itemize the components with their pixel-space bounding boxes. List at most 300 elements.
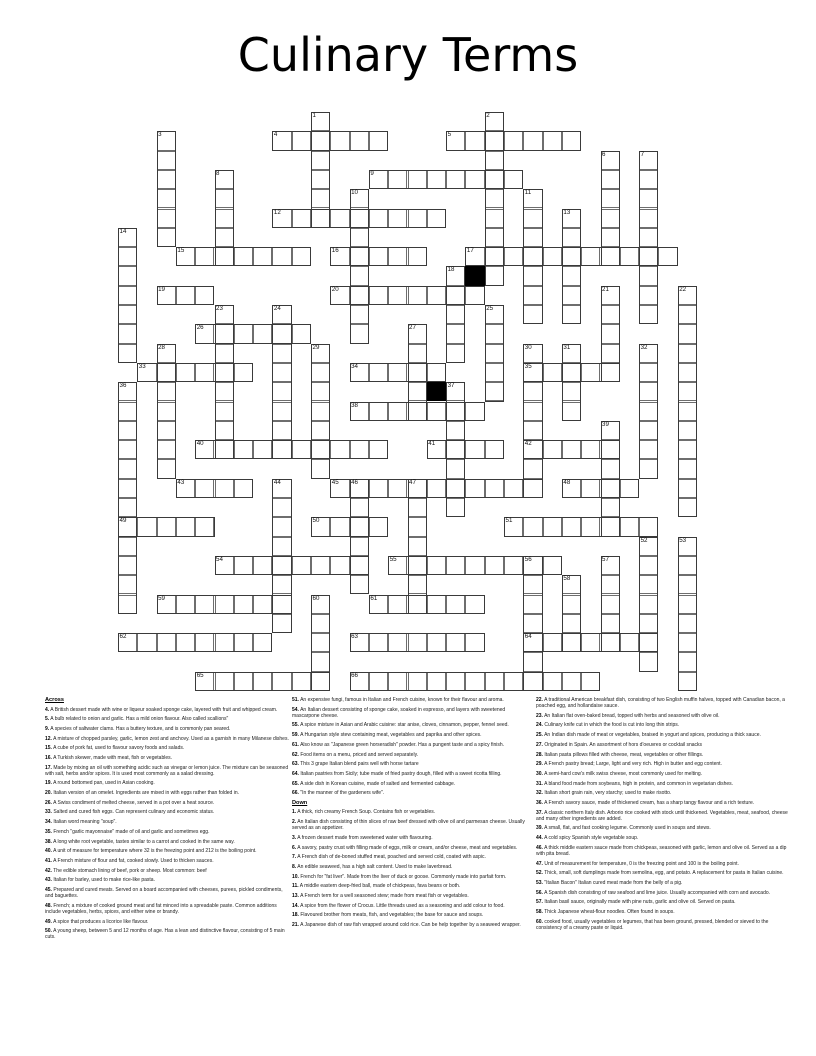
grid-cell[interactable] (562, 402, 581, 421)
grid-cell[interactable] (562, 228, 581, 247)
grid-cell[interactable] (118, 305, 137, 324)
grid-cell[interactable] (446, 421, 465, 440)
grid-cell[interactable] (118, 228, 137, 247)
grid-cell[interactable] (446, 556, 465, 575)
grid-cell[interactable] (350, 537, 369, 556)
grid-cell[interactable] (601, 247, 620, 266)
grid-cell[interactable] (330, 517, 349, 536)
grid-cell[interactable] (639, 209, 658, 228)
grid-cell[interactable] (620, 247, 639, 266)
grid-cell[interactable] (369, 209, 388, 228)
grid-cell[interactable] (195, 633, 214, 652)
grid-cell[interactable] (427, 595, 446, 614)
grid-cell[interactable] (369, 517, 388, 536)
grid-cell[interactable] (408, 479, 427, 498)
grid-cell[interactable] (601, 189, 620, 208)
grid-cell[interactable] (581, 479, 600, 498)
grid-cell[interactable] (408, 324, 427, 343)
grid-cell[interactable] (137, 363, 156, 382)
grid-cell[interactable] (639, 459, 658, 478)
grid-cell[interactable] (639, 402, 658, 421)
grid-cell[interactable] (215, 382, 234, 401)
grid-cell[interactable] (601, 286, 620, 305)
grid-cell[interactable] (639, 537, 658, 556)
grid-cell[interactable] (581, 517, 600, 536)
grid-cell[interactable] (601, 517, 620, 536)
grid-cell[interactable] (678, 344, 697, 363)
grid-cell[interactable] (446, 595, 465, 614)
grid-cell[interactable] (408, 556, 427, 575)
grid-cell[interactable] (118, 421, 137, 440)
grid-cell[interactable] (157, 151, 176, 170)
grid-cell[interactable] (465, 672, 484, 691)
grid-cell[interactable] (523, 595, 542, 614)
grid-cell[interactable] (311, 595, 330, 614)
grid-cell[interactable] (311, 517, 330, 536)
grid-cell[interactable] (601, 151, 620, 170)
grid-cell[interactable] (504, 672, 523, 691)
grid-cell[interactable] (215, 672, 234, 691)
grid-cell[interactable] (446, 459, 465, 478)
grid-cell[interactable] (562, 440, 581, 459)
grid-cell[interactable] (543, 633, 562, 652)
grid-cell[interactable] (215, 633, 234, 652)
grid-cell[interactable] (485, 672, 504, 691)
grid-cell[interactable] (330, 247, 349, 266)
grid-cell[interactable] (272, 517, 291, 536)
grid-cell[interactable] (388, 595, 407, 614)
grid-cell[interactable] (118, 595, 137, 614)
grid-cell[interactable] (215, 170, 234, 189)
grid-cell[interactable] (678, 286, 697, 305)
grid-cell[interactable] (137, 517, 156, 536)
grid-cell[interactable] (446, 266, 465, 285)
grid-cell[interactable] (369, 131, 388, 150)
grid-cell[interactable] (234, 633, 253, 652)
grid-cell[interactable] (215, 421, 234, 440)
grid-cell[interactable] (485, 382, 504, 401)
grid-cell[interactable] (369, 363, 388, 382)
grid-cell[interactable] (639, 556, 658, 575)
grid-cell[interactable] (253, 556, 272, 575)
grid-cell[interactable] (485, 266, 504, 285)
grid-cell[interactable] (157, 633, 176, 652)
grid-cell[interactable] (485, 305, 504, 324)
grid-cell[interactable] (157, 517, 176, 536)
grid-cell[interactable] (446, 131, 465, 150)
grid-cell[interactable] (601, 479, 620, 498)
grid-cell[interactable] (272, 209, 291, 228)
grid-cell[interactable] (562, 209, 581, 228)
grid-cell[interactable] (408, 247, 427, 266)
grid-cell[interactable] (543, 363, 562, 382)
grid-cell[interactable] (562, 247, 581, 266)
grid-cell[interactable] (523, 633, 542, 652)
grid-cell[interactable] (157, 459, 176, 478)
grid-cell[interactable] (350, 402, 369, 421)
grid-cell[interactable] (234, 479, 253, 498)
grid-cell[interactable] (118, 537, 137, 556)
grid-cell[interactable] (639, 633, 658, 652)
grid-cell[interactable] (465, 440, 484, 459)
grid-cell[interactable] (195, 479, 214, 498)
grid-cell[interactable] (292, 440, 311, 459)
grid-cell[interactable] (272, 131, 291, 150)
grid-cell[interactable] (543, 247, 562, 266)
grid-cell[interactable] (523, 266, 542, 285)
grid-cell[interactable] (408, 286, 427, 305)
grid-cell[interactable] (678, 556, 697, 575)
grid-cell[interactable] (272, 363, 291, 382)
grid-cell[interactable] (350, 286, 369, 305)
grid-cell[interactable] (523, 228, 542, 247)
grid-cell[interactable] (523, 131, 542, 150)
grid-cell[interactable] (253, 633, 272, 652)
grid-cell[interactable] (562, 575, 581, 594)
grid-cell[interactable] (678, 305, 697, 324)
grid-cell[interactable] (292, 556, 311, 575)
grid-cell[interactable] (465, 633, 484, 652)
grid-cell[interactable] (350, 363, 369, 382)
grid-cell[interactable] (485, 151, 504, 170)
grid-cell[interactable] (311, 363, 330, 382)
grid-cell[interactable] (639, 170, 658, 189)
grid-cell[interactable] (465, 479, 484, 498)
grid-cell[interactable] (330, 209, 349, 228)
grid-cell[interactable] (253, 595, 272, 614)
grid-cell[interactable] (272, 440, 291, 459)
grid-cell[interactable] (678, 498, 697, 517)
grid-cell[interactable] (215, 363, 234, 382)
grid-cell[interactable] (601, 614, 620, 633)
grid-cell[interactable] (446, 402, 465, 421)
grid-cell[interactable] (427, 633, 446, 652)
grid-cell[interactable] (485, 440, 504, 459)
grid-cell[interactable] (639, 344, 658, 363)
grid-cell[interactable] (678, 652, 697, 671)
grid-cell[interactable] (176, 633, 195, 652)
grid-cell[interactable] (118, 344, 137, 363)
grid-cell[interactable] (639, 151, 658, 170)
grid-cell[interactable] (234, 556, 253, 575)
grid-cell[interactable] (350, 440, 369, 459)
grid-cell[interactable] (234, 324, 253, 343)
grid-cell[interactable] (543, 440, 562, 459)
grid-cell[interactable] (446, 344, 465, 363)
grid-cell[interactable] (292, 324, 311, 343)
grid-cell[interactable] (678, 459, 697, 478)
grid-cell[interactable] (388, 633, 407, 652)
grid-cell[interactable] (427, 479, 446, 498)
grid-cell[interactable] (215, 344, 234, 363)
grid-cell[interactable] (195, 363, 214, 382)
grid-cell[interactable] (292, 672, 311, 691)
grid-cell[interactable] (195, 517, 214, 536)
grid-cell[interactable] (157, 189, 176, 208)
grid-cell[interactable] (523, 305, 542, 324)
grid-cell[interactable] (562, 382, 581, 401)
grid-cell[interactable] (157, 440, 176, 459)
grid-cell[interactable] (543, 672, 562, 691)
grid-cell[interactable] (601, 305, 620, 324)
grid-cell[interactable] (465, 556, 484, 575)
grid-cell[interactable] (523, 402, 542, 421)
grid-cell[interactable] (311, 209, 330, 228)
grid-cell[interactable] (581, 633, 600, 652)
grid-cell[interactable] (350, 305, 369, 324)
grid-cell[interactable] (562, 479, 581, 498)
grid-cell[interactable] (601, 498, 620, 517)
grid-cell[interactable] (311, 633, 330, 652)
grid-cell[interactable] (601, 459, 620, 478)
grid-cell[interactable] (601, 556, 620, 575)
grid-cell[interactable] (118, 382, 137, 401)
grid-cell[interactable] (157, 595, 176, 614)
grid-cell[interactable] (504, 170, 523, 189)
grid-cell[interactable] (369, 170, 388, 189)
grid-cell[interactable] (678, 672, 697, 691)
grid-cell[interactable] (272, 672, 291, 691)
grid-cell[interactable] (118, 247, 137, 266)
grid-cell[interactable] (620, 633, 639, 652)
grid-cell[interactable] (678, 324, 697, 343)
grid-cell[interactable] (639, 228, 658, 247)
grid-cell[interactable] (157, 402, 176, 421)
grid-cell[interactable] (543, 517, 562, 536)
grid-cell[interactable] (408, 575, 427, 594)
grid-cell[interactable] (485, 112, 504, 131)
grid-cell[interactable] (562, 286, 581, 305)
grid-cell[interactable] (427, 170, 446, 189)
grid-cell[interactable] (601, 209, 620, 228)
grid-cell[interactable] (639, 421, 658, 440)
grid-cell[interactable] (678, 633, 697, 652)
grid-cell[interactable] (446, 440, 465, 459)
grid-cell[interactable] (253, 247, 272, 266)
grid-cell[interactable] (369, 440, 388, 459)
grid-cell[interactable] (118, 633, 137, 652)
grid-cell[interactable] (272, 479, 291, 498)
grid-cell[interactable] (272, 421, 291, 440)
grid-cell[interactable] (446, 324, 465, 343)
grid-cell[interactable] (176, 286, 195, 305)
grid-cell[interactable] (485, 189, 504, 208)
grid-cell[interactable] (350, 266, 369, 285)
grid-cell[interactable] (465, 247, 484, 266)
grid-cell[interactable] (195, 324, 214, 343)
grid-cell[interactable] (408, 344, 427, 363)
grid-cell[interactable] (562, 672, 581, 691)
grid-cell[interactable] (408, 672, 427, 691)
grid-cell[interactable] (465, 131, 484, 150)
grid-cell[interactable] (639, 189, 658, 208)
grid-cell[interactable] (311, 440, 330, 459)
grid-cell[interactable] (601, 324, 620, 343)
grid-cell[interactable] (485, 131, 504, 150)
grid-cell[interactable] (639, 652, 658, 671)
grid-cell[interactable] (678, 537, 697, 556)
grid-cell[interactable] (601, 228, 620, 247)
grid-cell[interactable] (446, 305, 465, 324)
grid-cell[interactable] (427, 440, 446, 459)
grid-cell[interactable] (485, 247, 504, 266)
grid-cell[interactable] (523, 459, 542, 478)
grid-cell[interactable] (639, 440, 658, 459)
grid-cell[interactable] (639, 286, 658, 305)
grid-cell[interactable] (601, 170, 620, 189)
grid-cell[interactable] (408, 633, 427, 652)
grid-cell[interactable] (272, 556, 291, 575)
grid-cell[interactable] (118, 479, 137, 498)
grid-cell[interactable] (157, 131, 176, 150)
grid-cell[interactable] (678, 440, 697, 459)
grid-cell[interactable] (311, 344, 330, 363)
grid-cell[interactable] (523, 556, 542, 575)
grid-cell[interactable] (311, 556, 330, 575)
grid-cell[interactable] (581, 672, 600, 691)
grid-cell[interactable] (118, 402, 137, 421)
grid-cell[interactable] (272, 382, 291, 401)
grid-cell[interactable] (330, 286, 349, 305)
grid-cell[interactable] (118, 498, 137, 517)
grid-cell[interactable] (350, 575, 369, 594)
grid-cell[interactable] (118, 517, 137, 536)
grid-cell[interactable] (581, 440, 600, 459)
grid-cell[interactable] (369, 247, 388, 266)
grid-cell[interactable] (195, 595, 214, 614)
grid-cell[interactable] (639, 595, 658, 614)
grid-cell[interactable] (523, 652, 542, 671)
grid-cell[interactable] (543, 131, 562, 150)
grid-cell[interactable] (562, 595, 581, 614)
grid-cell[interactable] (272, 614, 291, 633)
grid-cell[interactable] (330, 556, 349, 575)
grid-cell[interactable] (446, 382, 465, 401)
grid-cell[interactable] (465, 170, 484, 189)
grid-cell[interactable] (485, 209, 504, 228)
grid-cell[interactable] (658, 247, 677, 266)
grid-cell[interactable] (485, 363, 504, 382)
grid-cell[interactable] (562, 614, 581, 633)
grid-cell[interactable] (523, 440, 542, 459)
grid-cell[interactable] (562, 305, 581, 324)
grid-cell[interactable] (562, 633, 581, 652)
grid-cell[interactable] (523, 614, 542, 633)
grid-cell[interactable] (350, 498, 369, 517)
grid-cell[interactable] (601, 363, 620, 382)
grid-cell[interactable] (485, 556, 504, 575)
grid-cell[interactable] (446, 498, 465, 517)
grid-cell[interactable] (620, 479, 639, 498)
grid-cell[interactable] (118, 324, 137, 343)
grid-cell[interactable] (523, 344, 542, 363)
grid-cell[interactable] (543, 556, 562, 575)
grid-cell[interactable] (350, 209, 369, 228)
grid-cell[interactable] (523, 421, 542, 440)
grid-cell[interactable] (215, 440, 234, 459)
grid-cell[interactable] (465, 402, 484, 421)
grid-cell[interactable] (504, 479, 523, 498)
grid-cell[interactable] (504, 247, 523, 266)
grid-cell[interactable] (427, 209, 446, 228)
grid-cell[interactable] (215, 209, 234, 228)
grid-cell[interactable] (272, 498, 291, 517)
grid-cell[interactable] (601, 421, 620, 440)
grid-cell[interactable] (350, 633, 369, 652)
grid-cell[interactable] (678, 363, 697, 382)
grid-cell[interactable] (523, 286, 542, 305)
grid-cell[interactable] (388, 479, 407, 498)
grid-cell[interactable] (195, 440, 214, 459)
grid-cell[interactable] (234, 247, 253, 266)
grid-cell[interactable] (388, 402, 407, 421)
grid-cell[interactable] (388, 247, 407, 266)
grid-cell[interactable] (311, 421, 330, 440)
grid-cell[interactable] (485, 170, 504, 189)
grid-cell[interactable] (215, 247, 234, 266)
grid-cell[interactable] (118, 286, 137, 305)
grid-cell[interactable] (388, 286, 407, 305)
grid-cell[interactable] (485, 344, 504, 363)
grid-cell[interactable] (562, 517, 581, 536)
grid-cell[interactable] (523, 247, 542, 266)
grid-cell[interactable] (350, 479, 369, 498)
grid-cell[interactable] (446, 672, 465, 691)
grid-cell[interactable] (176, 247, 195, 266)
grid-cell[interactable] (292, 131, 311, 150)
grid-cell[interactable] (523, 363, 542, 382)
grid-cell[interactable] (330, 440, 349, 459)
grid-cell[interactable] (234, 595, 253, 614)
grid-cell[interactable] (157, 421, 176, 440)
grid-cell[interactable] (311, 170, 330, 189)
grid-cell[interactable] (504, 556, 523, 575)
grid-cell[interactable] (311, 151, 330, 170)
grid-cell[interactable] (427, 556, 446, 575)
grid-cell[interactable] (581, 247, 600, 266)
grid-cell[interactable] (388, 556, 407, 575)
grid-cell[interactable] (408, 363, 427, 382)
grid-cell[interactable] (446, 286, 465, 305)
grid-cell[interactable] (639, 517, 658, 536)
grid-cell[interactable] (350, 556, 369, 575)
grid-cell[interactable] (620, 517, 639, 536)
grid-cell[interactable] (350, 131, 369, 150)
grid-cell[interactable] (215, 402, 234, 421)
grid-cell[interactable] (485, 479, 504, 498)
grid-cell[interactable] (272, 324, 291, 343)
grid-cell[interactable] (272, 595, 291, 614)
grid-cell[interactable] (253, 440, 272, 459)
grid-cell[interactable] (176, 517, 195, 536)
grid-cell[interactable] (176, 363, 195, 382)
grid-cell[interactable] (215, 556, 234, 575)
grid-cell[interactable] (272, 344, 291, 363)
grid-cell[interactable] (215, 595, 234, 614)
grid-cell[interactable] (272, 402, 291, 421)
grid-cell[interactable] (639, 575, 658, 594)
grid-cell[interactable] (176, 479, 195, 498)
grid-cell[interactable] (408, 382, 427, 401)
grid-cell[interactable] (408, 537, 427, 556)
grid-cell[interactable] (523, 479, 542, 498)
grid-cell[interactable] (601, 595, 620, 614)
grid-cell[interactable] (118, 440, 137, 459)
grid-cell[interactable] (504, 131, 523, 150)
grid-cell[interactable] (253, 324, 272, 343)
grid-cell[interactable] (639, 266, 658, 285)
grid-cell[interactable] (311, 189, 330, 208)
